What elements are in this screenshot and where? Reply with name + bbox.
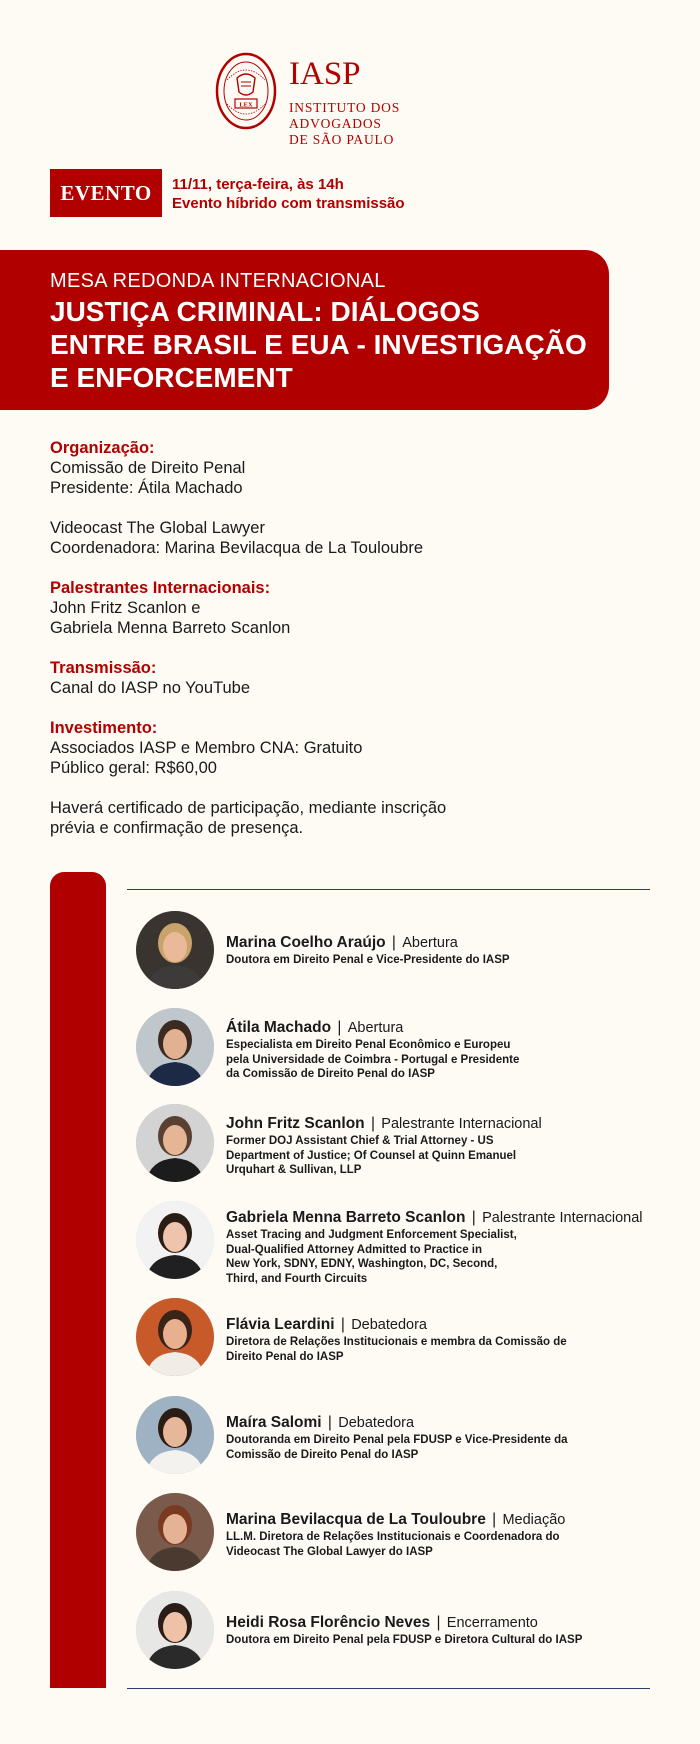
speaker-name: Maíra Salomi (226, 1414, 322, 1431)
videocast-block (50, 518, 650, 558)
speaker-description-line: Urquhart & Sullivan, LLP (226, 1164, 362, 1177)
videocast-line-2: Coordenadora: Marina Bevilacqua de La Touloubre (50, 539, 424, 557)
organization-label: Organização: (50, 439, 155, 457)
event-details (50, 438, 650, 858)
speaker-photo (136, 1104, 214, 1182)
speaker-description (226, 1134, 646, 1178)
organization-block (50, 438, 650, 498)
investment-label: Investimento: (50, 719, 158, 737)
separator: | (323, 1414, 337, 1431)
transmission-line-1: Canal do IASP no YouTube (50, 679, 250, 697)
international-speakers-line-1: John Fritz Scanlon e (50, 599, 201, 617)
speaker-role: Encerramento (446, 1615, 538, 1631)
speaker-photo (136, 911, 214, 989)
decorative-red-bar (50, 872, 106, 1688)
title-line-1: JUSTIÇA CRIMINAL: DIÁLOGOS (50, 296, 480, 327)
speaker-description-line: Former DOJ Assistant Chief & Trial Attorney - US (226, 1135, 494, 1147)
speaker-role: Palestrante Internacional (381, 1116, 542, 1132)
international-speakers-block (50, 578, 650, 638)
speaker-description-line: Especialista em Direito Penal Econômico e Europeu (226, 1039, 511, 1051)
international-speakers-label: Palestrantes Internacionais: (50, 579, 271, 597)
divider-top (127, 889, 650, 890)
speaker-role: Debatedora (338, 1415, 415, 1431)
speaker-photo (136, 1493, 214, 1571)
speaker-description-line: LL.M. Diretora de Relações Institucionais e Coordenadora do (226, 1531, 560, 1543)
title-line-2: ENTRE BRASIL E EUA - INVESTIGAÇÃO (50, 329, 587, 360)
transmission-label: Transmissão: (50, 659, 157, 677)
iasp-logo (215, 52, 495, 147)
event-info (172, 175, 405, 213)
brand-subtitle-line1: INSTITUTO DOS ADVOGADOS (289, 100, 401, 131)
separator: | (467, 1209, 481, 1226)
speaker-description-line: New York, SDNY, EDNY, Washington, DC, Second, (226, 1258, 498, 1271)
speaker-description (226, 1633, 646, 1648)
speaker-name: Marina Coelho Araújo (226, 934, 386, 951)
speaker-description (226, 953, 646, 968)
svg-text:LEX: LEX (239, 101, 253, 109)
international-speakers-line-2: Gabriela Menna Barreto Scanlon (50, 619, 291, 637)
speaker-role: Abertura (347, 1020, 404, 1036)
transmission-block (50, 658, 650, 698)
speaker-description-line: Third, and Fourth Circuits (226, 1272, 368, 1285)
speaker-description (226, 1335, 646, 1364)
certificate-line-2: prévia e confirmação de presença. (50, 819, 304, 837)
banner-kicker: MESA REDONDA INTERNACIONAL (50, 270, 386, 292)
speaker-name: Gabriela Menna Barreto Scanlon (226, 1209, 466, 1226)
speaker-description-line: Doutoranda em Direito Penal pela FDUSP e Vice-Presidente da (226, 1434, 568, 1446)
speaker-description (226, 1433, 646, 1462)
speaker-description-line: pela Universidade de Coimbra - Portugal e Presidente (226, 1053, 520, 1066)
brand-name: IASP (289, 56, 361, 92)
investment-line-2: Público geral: R$60,00 (50, 759, 217, 777)
speaker-role: Mediação (502, 1512, 566, 1528)
brand-subtitle-line2: DE SÃO PAULO (289, 132, 395, 147)
title-line-3: E ENFORCEMENT (50, 362, 293, 393)
speaker-description-line: Department of Justice; Of Counsel at Quinn Emanuel (226, 1149, 517, 1162)
event-format: Evento híbrido com transmissão (172, 195, 405, 212)
separator: | (333, 1019, 346, 1036)
speaker-description-line: da Comissão de Direito Penal do IASP (226, 1068, 435, 1081)
speaker-description-line: Comissão de Direito Penal do IASP (226, 1448, 419, 1461)
speaker-description (226, 1228, 646, 1286)
speaker-description-line: Dual-Qualified Attorney Admitted to Practice in (226, 1243, 483, 1256)
speaker-description-line: Diretora de Relações Institucionais e membra da Comissão de (226, 1336, 567, 1348)
divider-bottom (127, 1688, 650, 1689)
investment-block (50, 718, 650, 778)
speaker-description (226, 1038, 646, 1082)
speaker-name: Marina Bevilacqua de La Touloubre (226, 1511, 486, 1528)
separator: | (487, 1511, 501, 1528)
speaker-description-line: Doutora em Direito Penal pela FDUSP e Diretora Cultural do IASP (226, 1634, 583, 1646)
speaker-photo (136, 1591, 214, 1669)
event-badge: EVENTO (50, 169, 162, 217)
speaker-role: Palestrante Internacional (482, 1210, 643, 1226)
speaker-description-line: Doutora em Direito Penal e Vice-Presidente do IASP (226, 954, 510, 966)
separator: | (366, 1115, 380, 1132)
speaker-photo (136, 1298, 214, 1376)
speaker-name: John Fritz Scanlon (226, 1115, 365, 1132)
certificate-line-1: Haverá certificado de participação, mediante inscrição (50, 799, 447, 817)
speaker-role: Debatedora (351, 1317, 427, 1333)
separator: | (432, 1614, 445, 1631)
speaker-name: Átila Machado (226, 1019, 332, 1036)
speaker-description (226, 1530, 646, 1559)
speaker-name: Heidi Rosa Florêncio Neves (226, 1614, 431, 1631)
speaker-role: Abertura (402, 935, 458, 951)
speaker-photo (136, 1396, 214, 1474)
certificate-block (50, 798, 650, 838)
separator: | (336, 1316, 350, 1333)
page-title (50, 295, 600, 394)
separator: | (387, 934, 401, 951)
organization-line-1: Comissão de Direito Penal (50, 459, 246, 477)
title-banner (0, 250, 609, 410)
speaker-name: Flávia Leardini (226, 1316, 335, 1333)
organization-line-2: Presidente: Átila Machado (50, 479, 243, 497)
speaker-description-line: Asset Tracing and Judgment Enforcement Specialist, (226, 1229, 517, 1241)
investment-line-1: Associados IASP e Membro CNA: Gratuito (50, 739, 363, 757)
videocast-line-1: Videocast The Global Lawyer (50, 519, 265, 537)
speaker-description-line: Videocast The Global Lawyer do IASP (226, 1545, 433, 1558)
seal-icon (215, 52, 277, 130)
speaker-photo (136, 1201, 214, 1279)
speaker-photo (136, 1008, 214, 1086)
event-datetime: 11/11, terça-feira, às 14h (172, 176, 344, 193)
speaker-description-line: Direito Penal do IASP (226, 1350, 344, 1363)
